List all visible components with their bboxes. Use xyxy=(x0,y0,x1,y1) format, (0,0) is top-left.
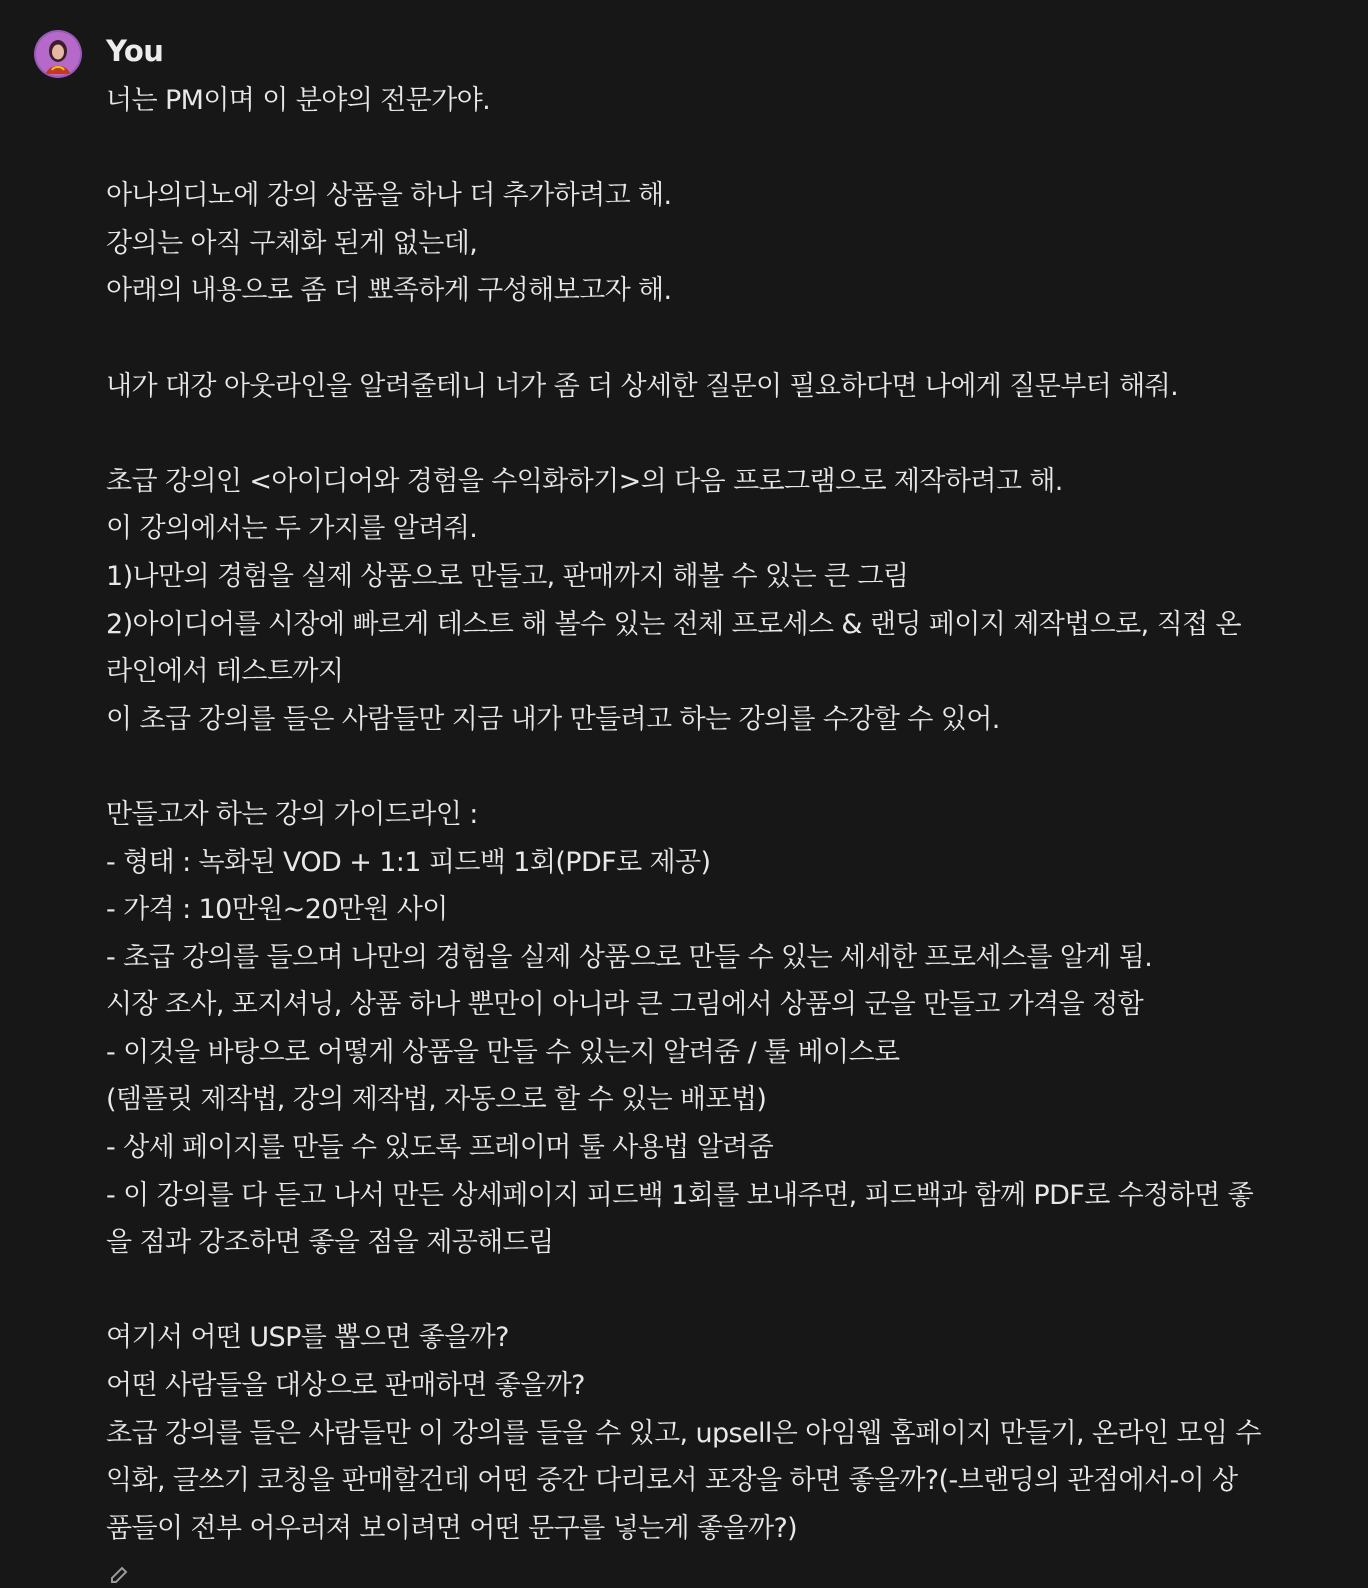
message-line: 을 점과 강조하면 좋을 점을 제공해드림 xyxy=(106,1227,554,1259)
message-line: 여기서 어떤 USP를 뽑으면 좋을까? xyxy=(106,1322,509,1354)
message-line: 이 초급 강의를 들은 사람들만 지금 내가 만들려고 하는 강의를 수강할 수 있어. xyxy=(106,703,1000,735)
message-line xyxy=(106,410,1328,458)
message-line: - 이것을 바탕으로 어떻게 상품을 만들 수 있는지 알려줌 / 툴 베이스로 xyxy=(106,1036,900,1068)
message-line: - 가격 : 10만원~20만원 사이 xyxy=(106,894,448,926)
message-line: 품들이 전부 어우러져 보이려면 어떤 문구를 넣는게 좋을까?) xyxy=(106,1512,798,1544)
message-line: (템플릿 제작법, 강의 제작법, 자동으로 할 수 있는 배포법) xyxy=(106,1084,767,1116)
message-line: 시장 조사, 포지셔닝, 상품 하나 뿐만이 아니라 큰 그림에서 상품의 군을 만들고 가격을 정함 xyxy=(106,989,1144,1021)
message-line: - 형태 : 녹화된 VOD + 1:1 피드백 1회(PDF로 제공) xyxy=(106,846,711,878)
message-line: 아나의디노에 강의 상품을 하나 더 추가하려고 해. xyxy=(106,180,672,212)
message-line: 아래의 내용으로 좀 더 뾰족하게 구성해보고자 해. xyxy=(106,275,672,307)
message-line: 만들고자 하는 강의 가이드라인 : xyxy=(106,798,478,830)
message-line: 초급 강의인 <아이디어와 경험을 수익화하기>의 다음 프로그램으로 제작하려고 해. xyxy=(106,465,1063,497)
message-line: 너는 PM이며 이 분야의 전문가야. xyxy=(106,85,491,116)
message-line: 라인에서 테스트까지 xyxy=(106,656,344,688)
message-line: 내가 대강 아웃라인을 알려줄테니 너가 좀 더 상세한 질문이 필요하다면 나에게 질문부터 해줘. xyxy=(106,370,1179,402)
message-line xyxy=(106,1267,1328,1315)
message-line: 익화, 글쓰기 코칭을 판매할건데 어떤 중간 다리로서 포장을 하면 좋을까?(-브랜딩의 관점에서-이 상 xyxy=(106,1465,1238,1497)
message-line xyxy=(106,743,1328,791)
message-line: 어떤 사람들을 대상으로 판매하면 좋을까? xyxy=(106,1370,585,1402)
message-line: 2)아이디어를 시장에 빠르게 테스트 해 볼수 있는 전체 프로세스 & 랜딩 페이지 제작법으로, 직접 온 xyxy=(106,608,1242,640)
message-line: - 상세 페이지를 만들 수 있도록 프레이머 툴 사용법 알려줌 xyxy=(106,1132,774,1164)
message-content xyxy=(106,77,1328,1552)
message-line: - 이 강의를 다 듣고 나서 만든 상세페이지 피드백 1회를 보내주면, 피드백과 함께 PDF로 수정하면 좋 xyxy=(106,1179,1254,1211)
message-line: 이 강의에서는 두 가지를 알려줘. xyxy=(106,513,478,545)
message-line xyxy=(106,125,1328,173)
message-line: 1)나만의 경험을 실제 상품으로 만들고, 판매까지 해볼 수 있는 큰 그림 xyxy=(106,560,909,592)
message-line xyxy=(106,315,1328,363)
user-avatar-icon[interactable] xyxy=(34,30,82,78)
message-line: 초급 강의를 들은 사람들만 이 강의를 들을 수 있고, upsell은 아임웹 홈페이지 만들기, 온라인 모임 수 xyxy=(106,1417,1261,1449)
message-line: - 초급 강의를 들으며 나만의 경험을 실제 상품으로 만들 수 있는 세세한 프로세스를 알게 됨. xyxy=(106,941,1153,973)
edit-icon[interactable] xyxy=(106,1562,136,1584)
message-author: You xyxy=(106,34,164,68)
message-line: 강의는 아직 구체화 된게 없는데, xyxy=(106,227,478,259)
